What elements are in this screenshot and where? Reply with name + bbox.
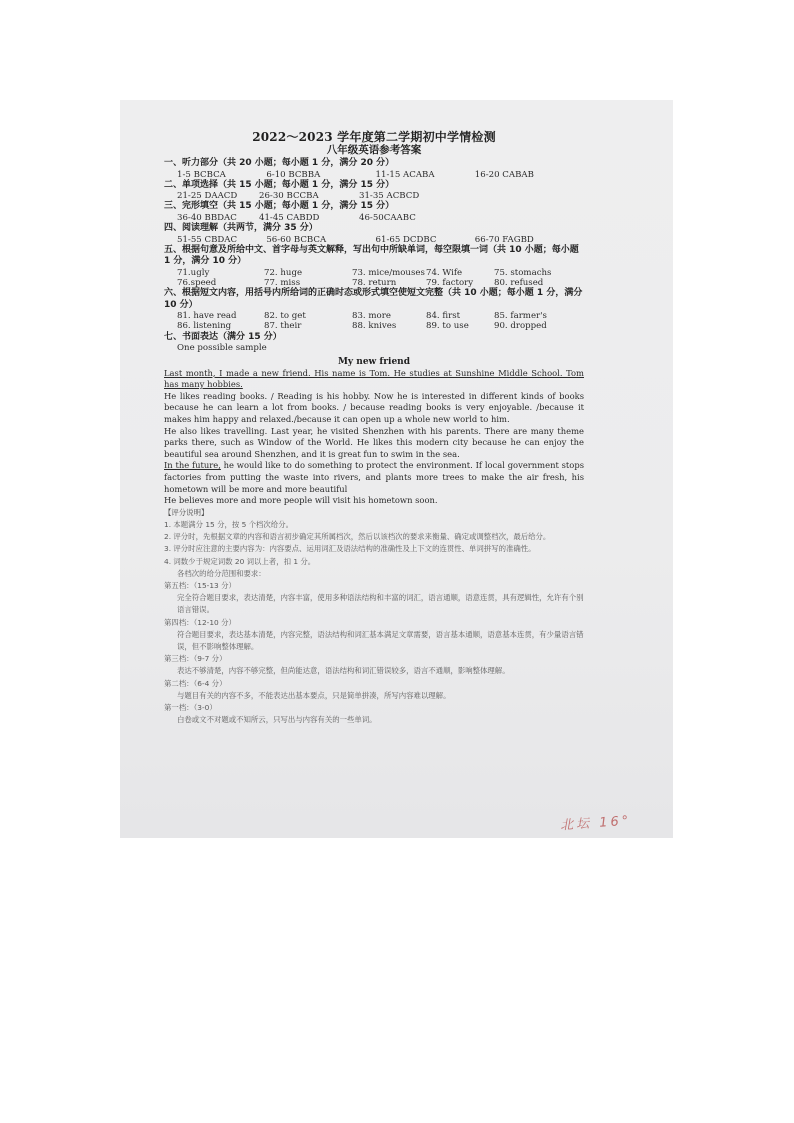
grade-level-4-desc: 符合题目要求，表达基本清楚，内容完整，语法结构和词汇基本满足文章需要，语言基本通顺，语意基本连贯，有少量语言错误，但不影响整体理解。 <box>177 629 584 651</box>
word-answer: 77. miss <box>264 278 301 289</box>
word-answer: 81. have read <box>177 311 237 322</box>
word-answer: 79. factory <box>426 278 474 289</box>
grade-level-2-desc: 与题目有关的内容不多，不能表达出基本要点，只是简单拼凑，所写内容难以理解。 <box>177 690 451 700</box>
grade-level-3: 第三档：（9-7 分） <box>164 654 227 664</box>
word-answer: 88. knives <box>352 321 397 332</box>
scoring-note: 3. 评分时应注意的主要内容为：内容要点、运用词汇及语法结构的准确性及上下文的连贯性、单词拼写的准确性。 <box>164 544 536 554</box>
answer-key-page <box>164 130 584 726</box>
grade-level-5: 第五档：（15-13 分） <box>164 580 236 590</box>
grade-level-1: 第一档：（3-0） <box>164 703 217 712</box>
essay-paragraph-2: He likes reading books. / Reading is his hobby. Now he is interested in different kinds of books because he can learn a lot from books. / because reading books is very enjoyable. /because it makes him happy and relaxed./because it can open up a whole new world to him. <box>164 390 584 424</box>
word-answer: 75. stomachs <box>494 267 552 278</box>
section-2-heading: 二、单项选择（共 15 小题；每小题 1 分，满分 15 分） <box>164 179 395 190</box>
sample-label: One possible sample <box>177 343 267 354</box>
word-answer: 83. more <box>352 311 391 322</box>
page-subtitle: 八年级英语参考答案 <box>326 144 422 156</box>
answer-group: 46-50CAABC <box>359 212 416 223</box>
section-5-answers-row-1 <box>164 268 584 278</box>
word-answer: 87. their <box>264 321 302 332</box>
word-answer: 72. huge <box>264 267 303 278</box>
essay-paragraph-3: He also likes travelling. Last year, he visited Shenzhen with his parents. There are many theme parks there, such as Window of the World. He likes this modern city because he can enjoy the beautiful sea around Shenzhen, and it is great fun to swim in the sea. <box>164 425 584 459</box>
word-answer: 89. to use <box>426 321 469 332</box>
essay-paragraph-5: He believes more and more people will visit his hometown soon. <box>164 495 438 506</box>
answer-group: 21-25 DAACD <box>177 191 238 202</box>
scoring-note: 1. 本题满分 15 分，按 5 个档次给分。 <box>164 519 293 529</box>
answer-group: 41-45 CABDD <box>259 212 320 223</box>
grade-level-1-desc: 白卷或文不对题或不知所云，只写出与内容有关的一些单词。 <box>177 715 377 725</box>
section-6-heading: 六、根据短文内容，用括号内所给词的正确时态或形式填空使短文完整（共 10 小题；每小题 1 分，满分 10 分） <box>164 288 583 310</box>
scoring-note: 各档次的给分范围和要求： <box>177 568 266 578</box>
answer-group: 36-40 BBDAC <box>177 212 237 223</box>
essay-paragraph-1: Last month, I made a new friend. His name is Tom. He studies at Sunshine Middle School. Tom has many hobbies. <box>164 367 584 390</box>
scanned-answer-sheet <box>120 100 673 838</box>
section-6-answers-row-1 <box>164 311 584 321</box>
essay-title: My new friend <box>337 356 411 367</box>
handwritten-note: 北坛 16° <box>559 813 632 834</box>
essay-paragraph-4 <box>164 460 584 495</box>
grade-level-4: 第四档：（12-10 分） <box>164 617 236 627</box>
answer-group: 11-15 ACABA <box>375 169 435 180</box>
section-5-answers-row-2 <box>164 278 584 288</box>
section-4-heading: 四、阅读理解（共两节，满分 35 分） <box>164 223 318 234</box>
answer-group: 61-65 DCDBC <box>375 234 437 245</box>
answer-group: 66-70 FAGBD <box>474 234 534 245</box>
answer-group: 6-10 BCBBA <box>266 169 321 180</box>
section-2-answers <box>164 191 584 201</box>
word-answer: 73. mice/mouses <box>352 267 425 278</box>
scoring-heading: 【评分说明】 <box>164 507 209 517</box>
section-7-heading: 七、书面表达（满分 15 分） <box>164 331 282 342</box>
page-title: 2022～2023 学年度第二学期初中学情检测 <box>252 130 496 144</box>
word-answer: 76.speed <box>177 278 217 289</box>
word-answer: 74. Wife <box>426 267 463 278</box>
scoring-notes <box>164 507 584 727</box>
answer-group: 26-30 BCCBA <box>259 191 319 202</box>
word-answer: 85. farmer's <box>494 311 547 322</box>
grade-level-2: 第二档：（6-4 分） <box>164 678 227 688</box>
section-1-answers <box>164 170 584 180</box>
section-1-heading: 一、听力部分（共 20 小题；每小题 1 分，满分 20 分） <box>164 158 395 168</box>
answer-group: 56-60 BCBCA <box>266 234 327 245</box>
essay-paragraph-4-text: he would like to do something to protect the environment. If local government stops factories from putting the waste into rivers, and plants more trees to make the air fresh, his hometown will be more and more beautiful <box>164 460 584 494</box>
word-answer: 78. return <box>352 278 397 289</box>
answer-group: 51-55 CBDAC <box>177 234 238 245</box>
section-3-heading: 三、完形填空（共 15 小题；每小题 1 分，满分 15 分） <box>164 201 395 212</box>
scoring-note: 2. 评分时，先根据文章的内容和语言初步确定其所属档次，然后以该档次的要求来衡量、确定或调整档次，最后给分。 <box>164 532 551 542</box>
word-answer: 90. dropped <box>494 321 547 332</box>
word-answer: 80. refused <box>494 278 544 289</box>
grade-level-3-desc: 表达不够清楚，内容不够完整，但尚能达意，语法结构和词汇错误较多，语言不通顺，影响整体理解。 <box>177 666 510 676</box>
section-6-answers-row-2 <box>164 321 584 331</box>
answer-group: 1-5 BCBCA <box>177 169 226 180</box>
word-answer: 82. to get <box>264 311 306 322</box>
essay-underlined-phrase: In the future, <box>164 460 221 471</box>
word-answer: 71.ugly <box>177 267 210 278</box>
section-4-answers <box>164 235 584 245</box>
answer-group: 16-20 CABAB <box>474 169 534 180</box>
answer-group: 31-35 ACBCD <box>359 191 420 202</box>
section-3-answers <box>164 213 584 223</box>
scoring-note: 4. 词数少于规定词数 20 词以上者，扣 1 分。 <box>164 556 316 566</box>
sample-essay <box>164 368 584 507</box>
word-answer: 86. listening <box>177 321 232 332</box>
word-answer: 84. first <box>426 311 461 322</box>
section-5-heading: 五、根据句意及所给中文、首字母与英文解释，写出句中所缺单词，每空限填一词（共 10 小题；每小题 1 分，满分 10 分） <box>164 244 579 267</box>
grade-level-5-desc: 完全符合题目要求，表达清楚，内容丰富，使用多种语法结构和丰富的词汇，语言通顺，语意连贯，具有逻辑性，允许有个别语言错误。 <box>177 593 584 615</box>
